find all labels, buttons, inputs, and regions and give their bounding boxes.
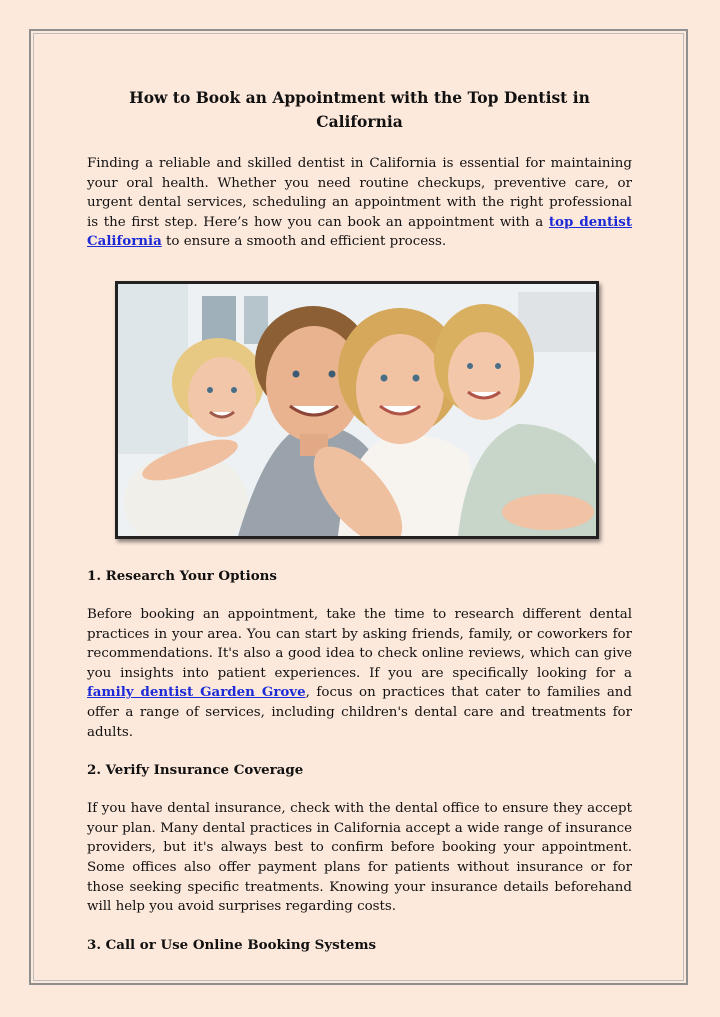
family-photo-illustration — [118, 284, 596, 536]
research-text-before-link: Before booking an appointment, take the time to research different dental practices in your area. You can start by asking friends, family, or coworkers for recommendations. It's also a good idea to check online reviews, which can give you insights into patient experiences. If you are specifically looking for a — [87, 606, 632, 681]
section-heading-research: 1. Research Your Options — [87, 567, 277, 584]
section-heading-booking: 3. Call or Use Online Booking Systems — [87, 936, 377, 953]
top-dentist-california-link[interactable]: top dentist California — [87, 213, 633, 250]
intro-paragraph — [87, 154, 632, 252]
research-paragraph — [87, 605, 632, 742]
family-dentist-garden-grove-link[interactable]: family dentist Garden Grove — [87, 684, 306, 701]
insurance-paragraph: If you have dental insurance, check with the dental office to ensure they accept your plan. Many dental practices in California accept a wide range of insurance providers, but it's always best to confirm before booking your appointment. Some offices also offer payment plans for patients without insurance or for those seeking specific treatments. Knowing your insurance details beforehand will help you avoid surprises regarding costs. — [87, 801, 632, 915]
research-text-after-link: , focus on practices that cater to families and offer a range of services, including children's dental care and treatments for adults. — [87, 685, 632, 740]
document-body — [87, 86, 632, 955]
page-title: How to Book an Appointment with the Top Dentist in California — [129, 88, 590, 131]
section-heading-insurance: 2. Verify Insurance Coverage — [87, 762, 304, 779]
intro-text-after-link: to ensure a smooth and efficient process. — [161, 234, 447, 250]
intro-text-before-link: Finding a reliable and skilled dentist in California is essential for maintaining your oral health. Whether you need routine checkups, preventive care, or urgent dental services, scheduling an appointment with the right professional is the first step. Here’s how you can book an appointment with a — [87, 156, 632, 230]
family-photo — [115, 281, 599, 539]
